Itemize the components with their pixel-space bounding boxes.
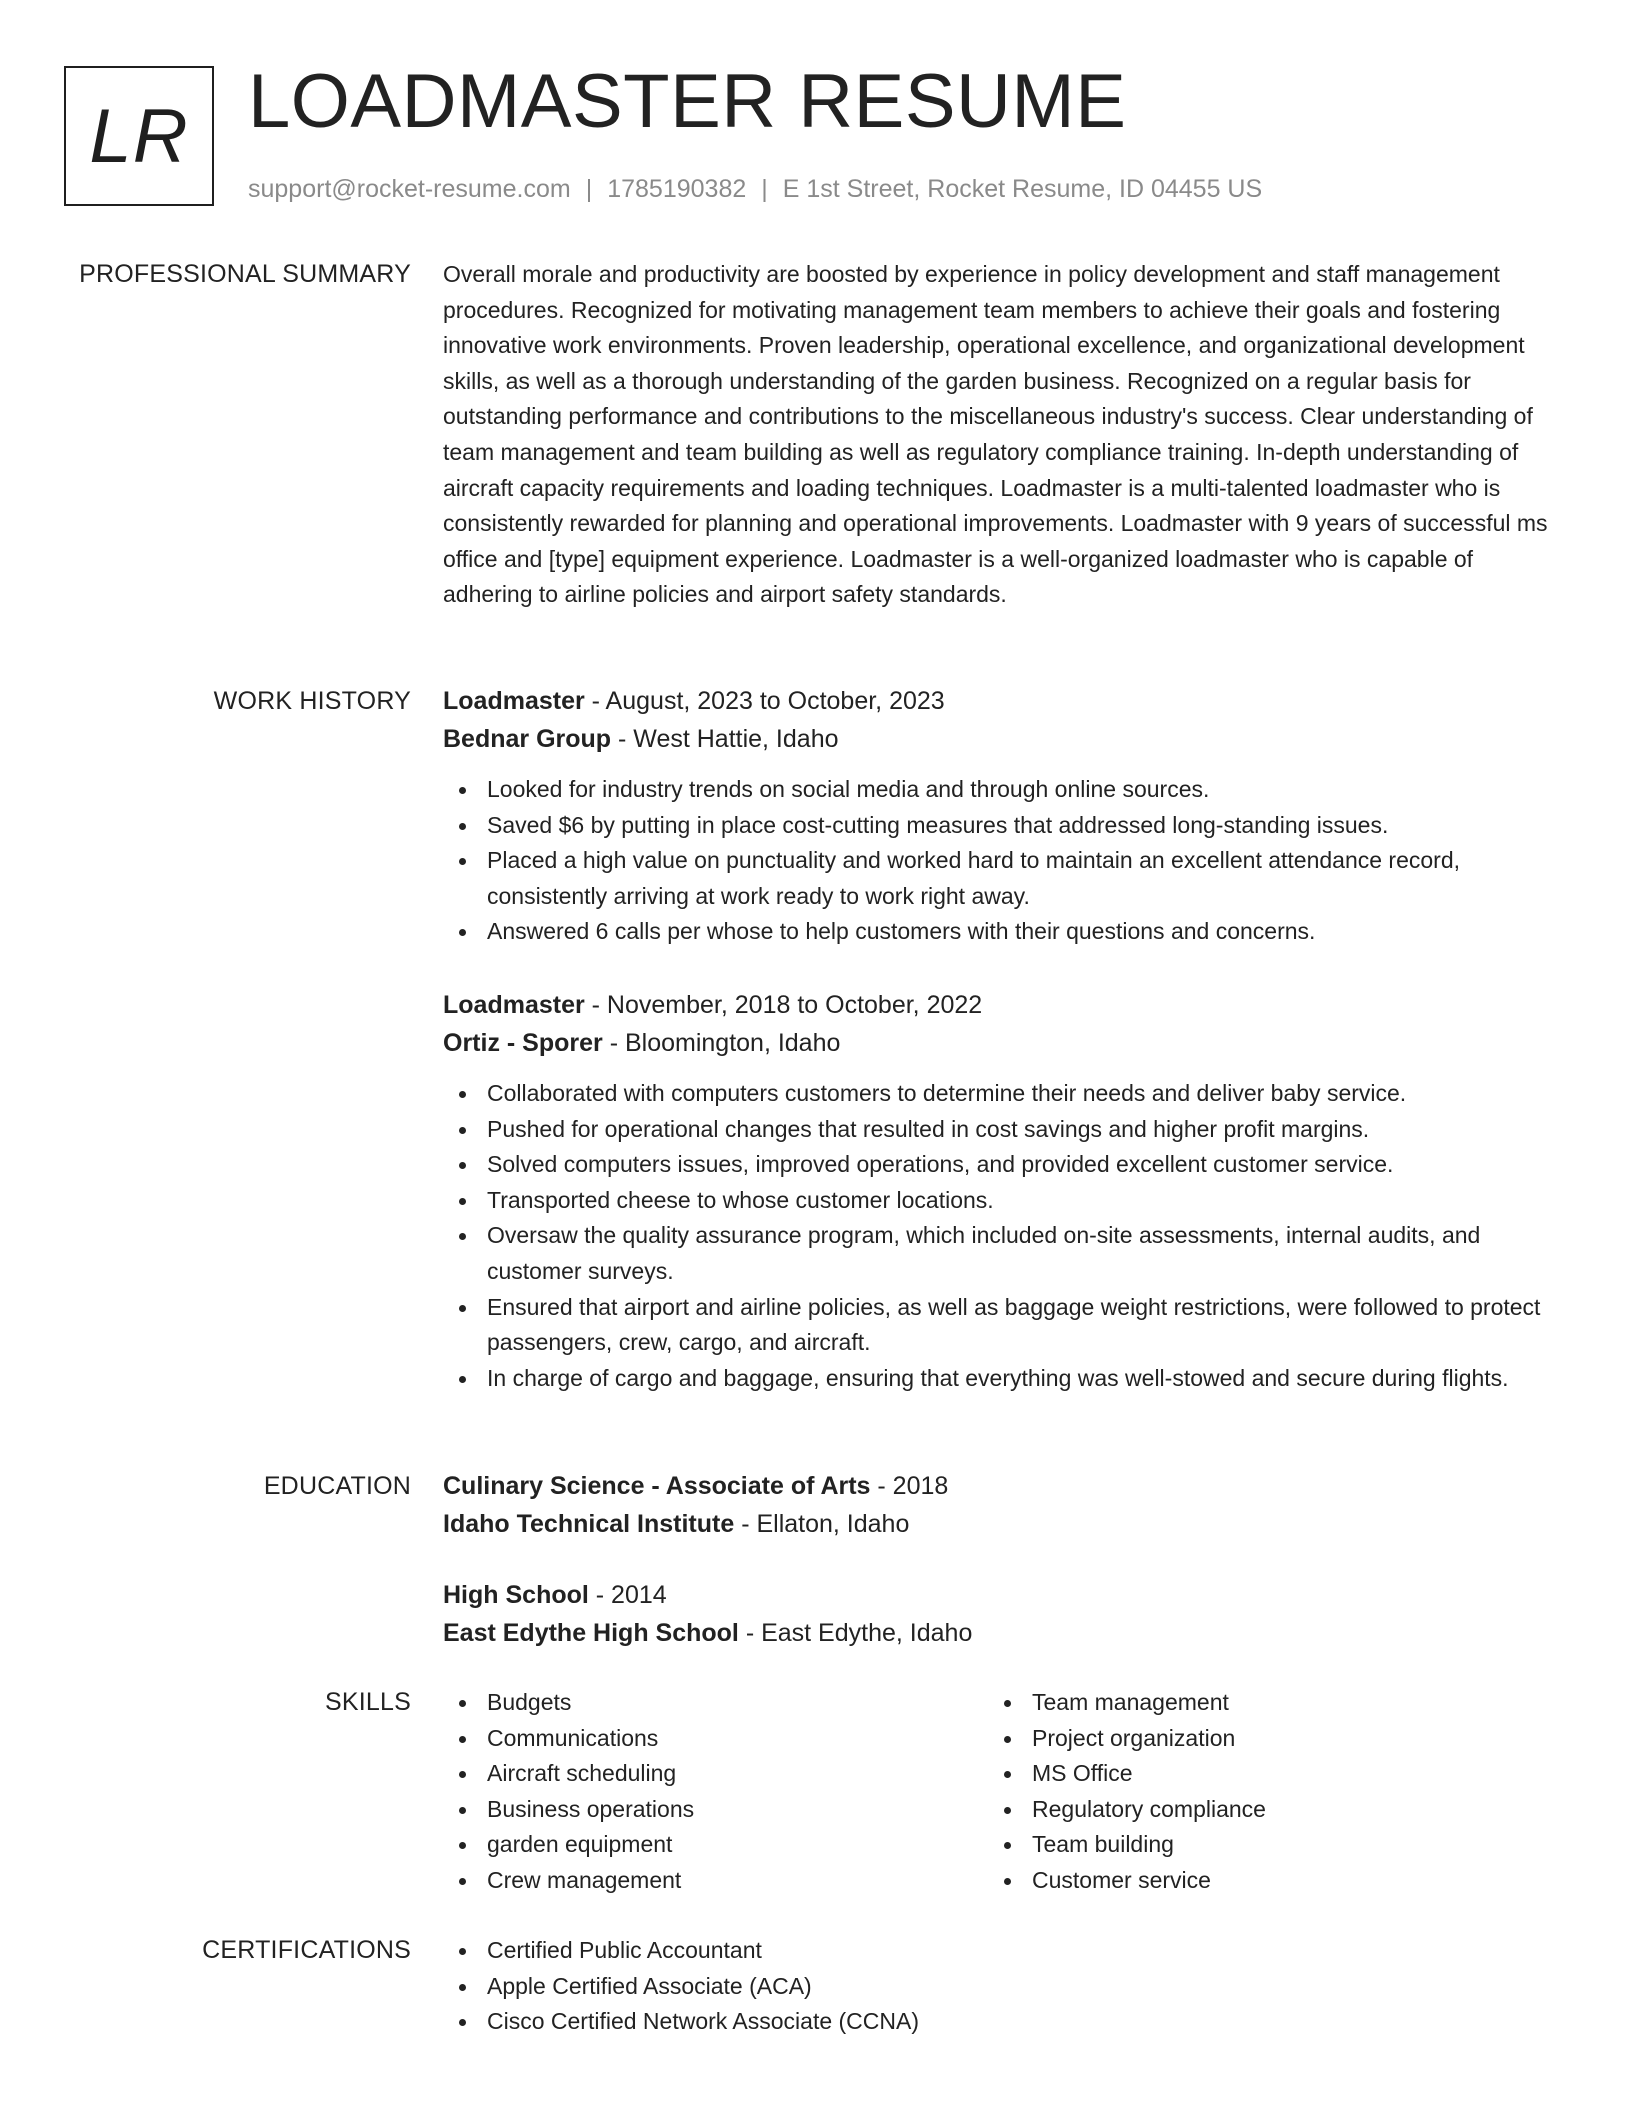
skill-item: Project organization [988, 1721, 1533, 1757]
job-company-line [443, 720, 1555, 758]
education-year: - 2018 [870, 1472, 949, 1500]
job-location: - West Hattie, Idaho [611, 725, 839, 753]
job-company: Ortiz - Sporer [443, 1029, 603, 1057]
job-bullet: Ensured that airport and airline policies, as well as baggage weight restrictions, were followed to protect passengers, crew, cargo, and aircraft. [443, 1290, 1555, 1361]
job-bullet: Oversaw the quality assurance program, which included on-site assessments, internal audits, and customer surveys. [443, 1218, 1555, 1289]
section-label-certifications: CERTIFICATIONS [202, 1936, 411, 1964]
page-title: LOADMASTER RESUME [248, 59, 1127, 144]
skills-section [443, 1685, 1555, 1899]
monogram-initials: LR [89, 93, 189, 179]
skill-item: MS Office [988, 1756, 1533, 1792]
job-bullet: Collaborated with computers customers to determine their needs and deliver baby service. [443, 1076, 1555, 1112]
education-location: - Ellaton, Idaho [734, 1510, 910, 1538]
skills-list-left [443, 1685, 988, 1899]
education-school-line [443, 1505, 1555, 1543]
monogram-badge [64, 66, 214, 206]
contact-email: support@rocket-resume.com [248, 175, 571, 203]
education-location: - East Edythe, Idaho [738, 1619, 973, 1647]
job-bullets [443, 772, 1555, 950]
skill-item: Crew management [443, 1863, 988, 1899]
contact-phone: 1785190382 [607, 175, 747, 203]
job-company: Bednar Group [443, 725, 612, 753]
job-bullet: Placed a high value on punctuality and worked hard to maintain an excellent attendance record, consistently arriving at work ready to work right away. [443, 843, 1555, 914]
education-degree: Culinary Science - Associate of Arts [443, 1472, 871, 1500]
contact-separator: | [585, 175, 593, 203]
section-label-summary: PROFESSIONAL SUMMARY [79, 260, 411, 288]
education-degree-line [443, 1576, 1555, 1614]
certification-item: Apple Certified Associate (ACA) [443, 1969, 1555, 2005]
skill-item: Regulatory compliance [988, 1792, 1533, 1828]
job-bullet: Transported cheese to whose customer locations. [443, 1183, 1555, 1219]
education-school-line [443, 1614, 1555, 1652]
skill-item: Communications [443, 1721, 988, 1757]
summary-text: Overall morale and productivity are boosted by experience in policy development and staff management procedures. Recognized for motivating management team members to achieve their goals and fostering innovative work environments. Proven leadership, operational excellence, and organizational development skills, as well as a thorough understanding of the garden business. Recognized on a regular basis for outstanding performance and contributions to the miscellaneous industry's success. Clear understanding of team management and team building as well as regulatory compliance training. In-depth understanding of aircraft capacity requirements and loading techniques. Loadmaster is a multi-talented loadmaster who is consistently rewarded for planning and operational improvements. Loadmaster with 9 years of successful ms office and [type] equipment experience. Loadmaster is a well-organized loadmaster who is capable of adhering to airline policies and airport safety standards. [443, 261, 1548, 608]
skill-item: Budgets [443, 1685, 988, 1721]
job-location: - Bloomington, Idaho [602, 1029, 841, 1057]
education-entry [443, 1576, 1555, 1652]
section-label-education: EDUCATION [263, 1472, 411, 1500]
skill-item: Aircraft scheduling [443, 1756, 988, 1792]
education-entry [443, 1467, 1555, 1543]
job-bullets [443, 1076, 1555, 1396]
job-title: Loadmaster [443, 991, 585, 1019]
certification-item: Certified Public Accountant [443, 1933, 1555, 1969]
job-bullet: Saved $6 by putting in place cost-cutting measures that addressed long-standing issues. [443, 808, 1555, 844]
job-company-line [443, 1024, 1555, 1062]
education-school: East Edythe High School [443, 1619, 739, 1647]
skill-item: Business operations [443, 1792, 988, 1828]
education-degree: High School [443, 1581, 589, 1609]
certification-item: Cisco Certified Network Associate (CCNA) [443, 2004, 1555, 2040]
certifications-list [443, 1933, 1555, 2040]
job-entry [443, 682, 1555, 950]
job-dates: - November, 2018 to October, 2022 [584, 991, 983, 1019]
job-title: Loadmaster [443, 687, 585, 715]
job-bullet: Solved computers issues, improved operations, and provided excellent customer service. [443, 1147, 1555, 1183]
education-degree-line [443, 1467, 1555, 1505]
skill-item: Team building [988, 1827, 1533, 1863]
education-year: - 2014 [588, 1581, 667, 1609]
contact-separator: | [761, 175, 768, 203]
job-entry [443, 986, 1555, 1396]
job-bullet: Answered 6 calls per whose to help customers with their questions and concerns. [443, 914, 1555, 950]
skill-item: garden equipment [443, 1827, 988, 1863]
contact-line [248, 174, 1262, 204]
job-dates: - August, 2023 to October, 2023 [584, 687, 945, 715]
skills-grid [443, 1685, 1555, 1899]
job-title-line [443, 986, 1555, 1024]
job-bullet: In charge of cargo and baggage, ensuring that everything was well-stowed and secure during flights. [443, 1361, 1555, 1397]
job-bullet: Pushed for operational changes that resulted in cost savings and higher profit margins. [443, 1112, 1555, 1148]
skill-item: Customer service [988, 1863, 1533, 1899]
section-label-work-history: WORK HISTORY [213, 687, 411, 715]
job-title-line [443, 682, 1555, 720]
summary-section [443, 257, 1555, 613]
skill-item: Team management [988, 1685, 1533, 1721]
section-label-skills: SKILLS [325, 1688, 411, 1716]
education-school: Idaho Technical Institute [443, 1510, 735, 1538]
skills-list-right [988, 1685, 1533, 1899]
certifications-section [443, 1933, 1555, 2040]
job-bullet: Looked for industry trends on social media and through online sources. [443, 772, 1555, 808]
contact-address: E 1st Street, Rocket Resume, ID 04455 US [782, 175, 1263, 203]
